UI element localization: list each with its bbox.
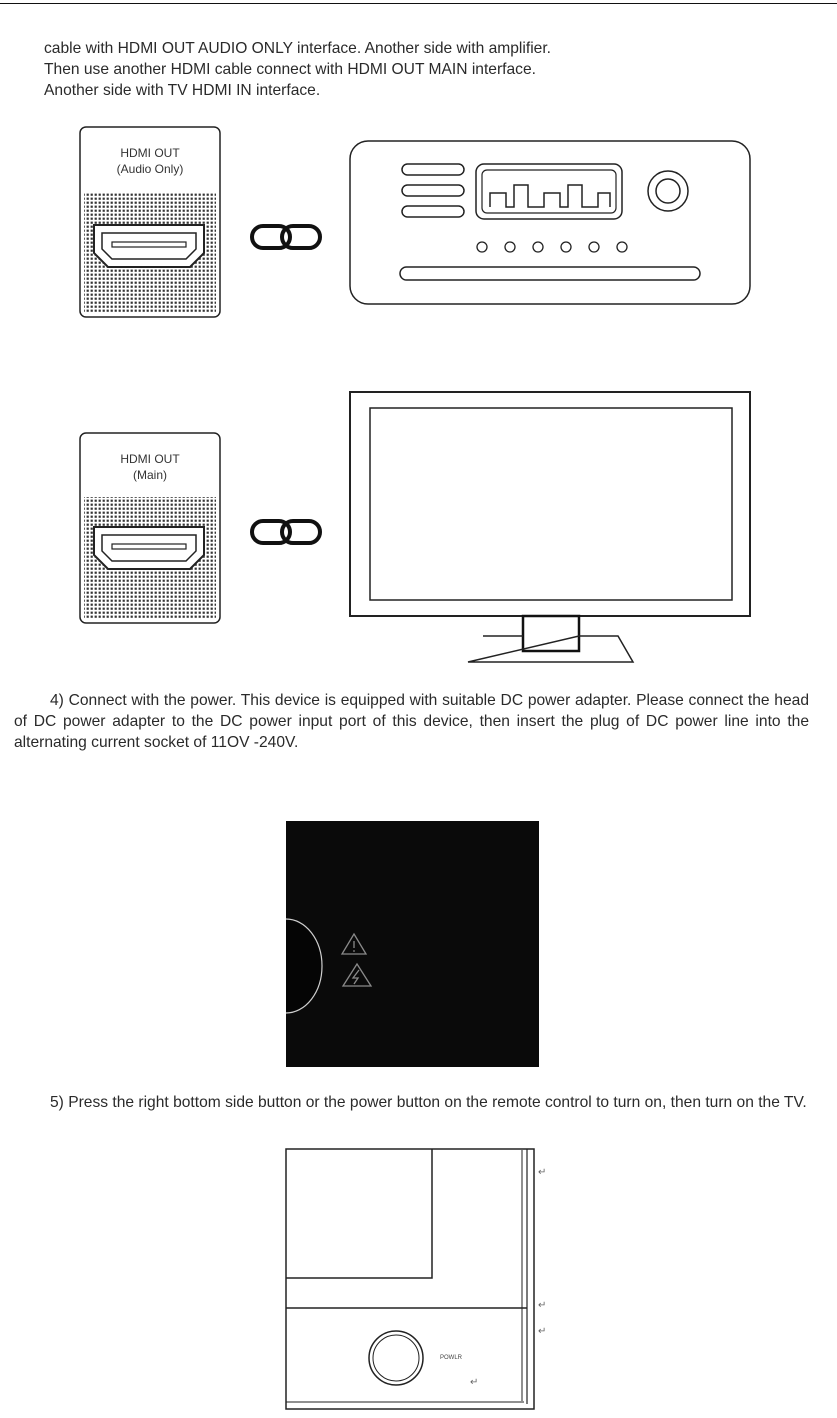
top-rule (0, 3, 837, 4)
hdmi-socket-icon (94, 225, 204, 267)
intro-line-3: Another side with TV HDMI IN interface. (44, 82, 321, 99)
return-mark: ↵ (470, 1377, 479, 1388)
hdmi-main-port-title: HDMI OUT (120, 452, 180, 466)
hdmi-main-port-figure (78, 431, 223, 626)
intro-line-2: Then use another HDMI cable connect with HDMI OUT MAIN interface. (44, 61, 536, 78)
power-input-photo (286, 821, 539, 1067)
hdmi-socket-icon (94, 527, 204, 569)
power-label: POWLR (440, 1355, 463, 1361)
link-icon (250, 517, 322, 547)
device-panel-figure (284, 1148, 554, 1412)
return-mark: ↵ (538, 1300, 547, 1311)
hdmi-audio-port-figure (78, 125, 223, 320)
hdmi-main-port-subtitle: (Main) (132, 468, 168, 482)
tv-figure (348, 390, 753, 665)
step5-paragraph: 5) Press the right bottom side button or the power button on the remote control to turn on, then turn on the TV. (50, 1094, 807, 1111)
return-mark: ↵ (538, 1326, 547, 1337)
amplifier-figure (348, 139, 753, 307)
link-icon (250, 222, 322, 252)
return-mark: ↵ (538, 1167, 547, 1178)
hdmi-audio-port-title: HDMI OUT (120, 146, 180, 160)
hdmi-audio-port-subtitle: (Audio Only) (116, 162, 184, 176)
step4-paragraph: 4) Connect with the power. This device is equipped with suitable DC power adapter. Please connect the head of DC power adapter to the DC power input port of this device, then insert the plug of DC power line into the alternating current socket of 11OV -240V. (14, 692, 809, 751)
intro-paragraph (44, 38, 824, 101)
intro-line-1: cable with HDMI OUT AUDIO ONLY interface. Another side with amplifier. (44, 40, 551, 57)
